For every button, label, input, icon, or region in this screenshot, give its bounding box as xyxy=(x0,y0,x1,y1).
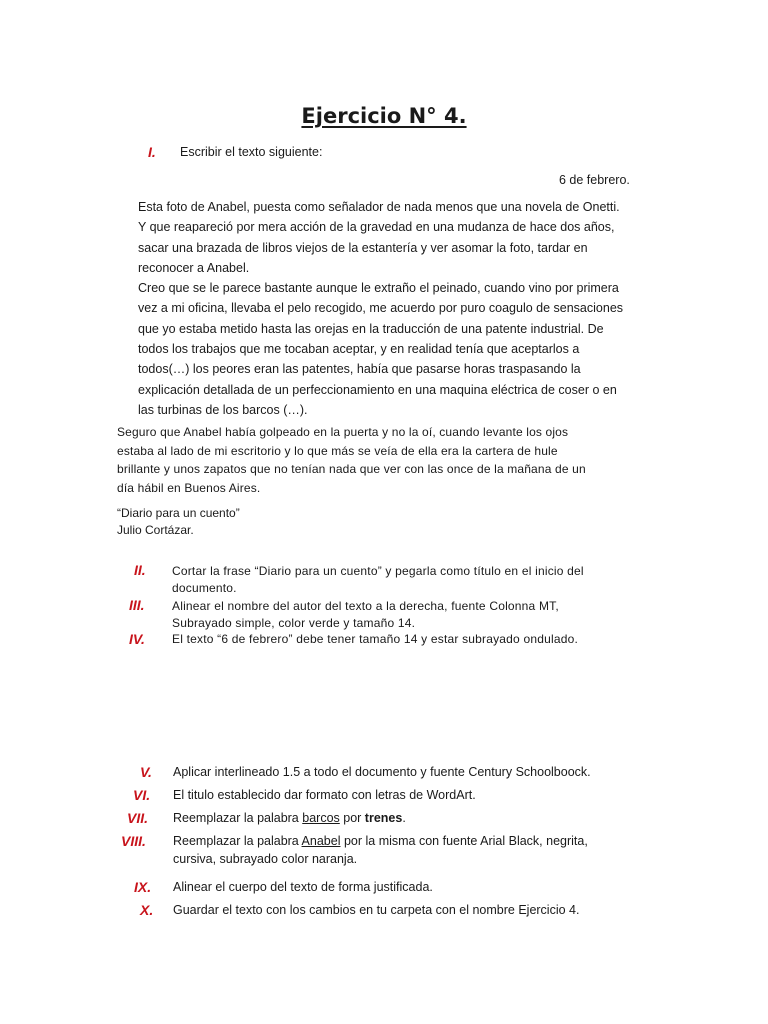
text-line: Y que reapareció por mera acción de la gravedad en una mudanza de hace dos años, xyxy=(138,220,615,235)
instruction-x: Guardar el texto con los cambios en tu carpeta con el nombre Ejercicio 4. xyxy=(173,903,580,917)
numeral-iii: III. xyxy=(129,597,145,613)
instruction-iv: El texto “6 de febrero” debe tener tamaño 14 y estar subrayado ondulado. xyxy=(172,632,578,646)
numeral-ix: IX. xyxy=(134,879,152,895)
instruction-ix: Alinear el cuerpo del texto de forma justificada. xyxy=(173,880,433,894)
text-line: día hábil en Buenos Aires. xyxy=(117,480,261,495)
instruction-line: Alinear el nombre del autor del texto a la derecha, fuente Colonna MT, xyxy=(172,599,559,613)
instruction-v: Aplicar interlineado 1.5 a todo el documento y fuente Century Schoolboock. xyxy=(173,765,591,779)
text-line: estaba al lado de mi escritorio y lo que más se veía de ella era la cartera de hule xyxy=(117,443,558,458)
text-line: explicación detallada de un perfeccionamiento en una maquina eléctrica de coser o en xyxy=(138,382,617,397)
text-line: las turbinas de los barcos (…). xyxy=(138,402,308,417)
numeral-viii: VIII. xyxy=(121,833,146,849)
text-line: Seguro que Anabel había golpeado en la puerta y no la oí, cuando levante los ojos xyxy=(117,425,569,439)
instruction-text: Reemplazar la palabra xyxy=(173,811,303,825)
instruction-text: por xyxy=(339,811,365,825)
instruction-line: documento. xyxy=(172,581,237,595)
numeral-i: I. xyxy=(148,144,156,160)
word-barcos: barcos xyxy=(302,811,340,825)
numeral-ii: II. xyxy=(134,562,146,578)
text-line: Esta foto de Anabel, puesta como señalador de nada menos que una novela de Onetti. xyxy=(138,200,620,214)
numeral-v: V. xyxy=(140,764,152,780)
numeral-vi: VI. xyxy=(133,787,151,803)
text-line: todos los trabajos que me tocaban aceptar, y en realidad tenía que aceptarlos a xyxy=(138,342,580,357)
numeral-vii: VII. xyxy=(127,810,149,826)
instruction-text: Reemplazar la palabra xyxy=(173,834,302,848)
numeral-iv: IV. xyxy=(129,631,145,647)
citation-work: “Diario para un cuento” xyxy=(117,506,240,520)
numeral-x: X. xyxy=(140,902,154,918)
instruction-vii xyxy=(173,810,406,828)
text-line: sacar una brazada de libros viejos de la estantería y ver asomar la foto, tardar en xyxy=(138,240,588,255)
word-anabel: Anabel xyxy=(301,834,341,848)
instruction-line: Cortar la frase “Diario para un cuento” y pegarla como título en el inicio del xyxy=(172,564,584,578)
text-line: brillante y unos zapatos que no tenían nada que ver con las once de la mañana de un xyxy=(117,462,586,476)
instruction-vi: El titulo establecido dar formato con letras de WordArt. xyxy=(173,788,476,802)
instruction-line: cursiva, subrayado color naranja. xyxy=(173,851,358,866)
text-line: reconocer a Anabel. xyxy=(138,260,250,275)
text-line: vez a mi oficina, llevaba el pelo recogido, me acuerdo por puro coagulo de sensaciones xyxy=(138,301,624,316)
instruction-ii xyxy=(172,563,584,597)
instruction-viii xyxy=(173,833,588,868)
instruction-iii xyxy=(172,598,559,632)
text-line: Creo que se le parece bastante aunque le extraño el peinado, cuando vino por primera xyxy=(138,281,619,296)
citation xyxy=(117,505,240,539)
text-line: que yo estaba metido hasta las orejas en la traducción de una patente industrial. De xyxy=(138,321,604,336)
word-trenes: trenes xyxy=(364,811,403,825)
story-paragraph-1 xyxy=(138,197,623,420)
citation-author: Julio Cortázar. xyxy=(117,523,194,537)
page-title: Ejercicio N° 4. xyxy=(301,104,467,128)
instruction-text: . xyxy=(402,811,406,825)
date-line: 6 de febrero. xyxy=(559,173,630,187)
story-paragraph-2 xyxy=(117,423,586,497)
instruction-line: Subrayado simple, color verde y tamaño 14. xyxy=(172,616,416,630)
text-line: todos(…) los peores eran las patentes, había que pasarse horas traspasando la xyxy=(138,362,581,377)
instruction-text: por la misma con fuente Arial Black, negrita, xyxy=(340,834,588,848)
instruction-i-text: Escribir el texto siguiente: xyxy=(180,145,323,159)
